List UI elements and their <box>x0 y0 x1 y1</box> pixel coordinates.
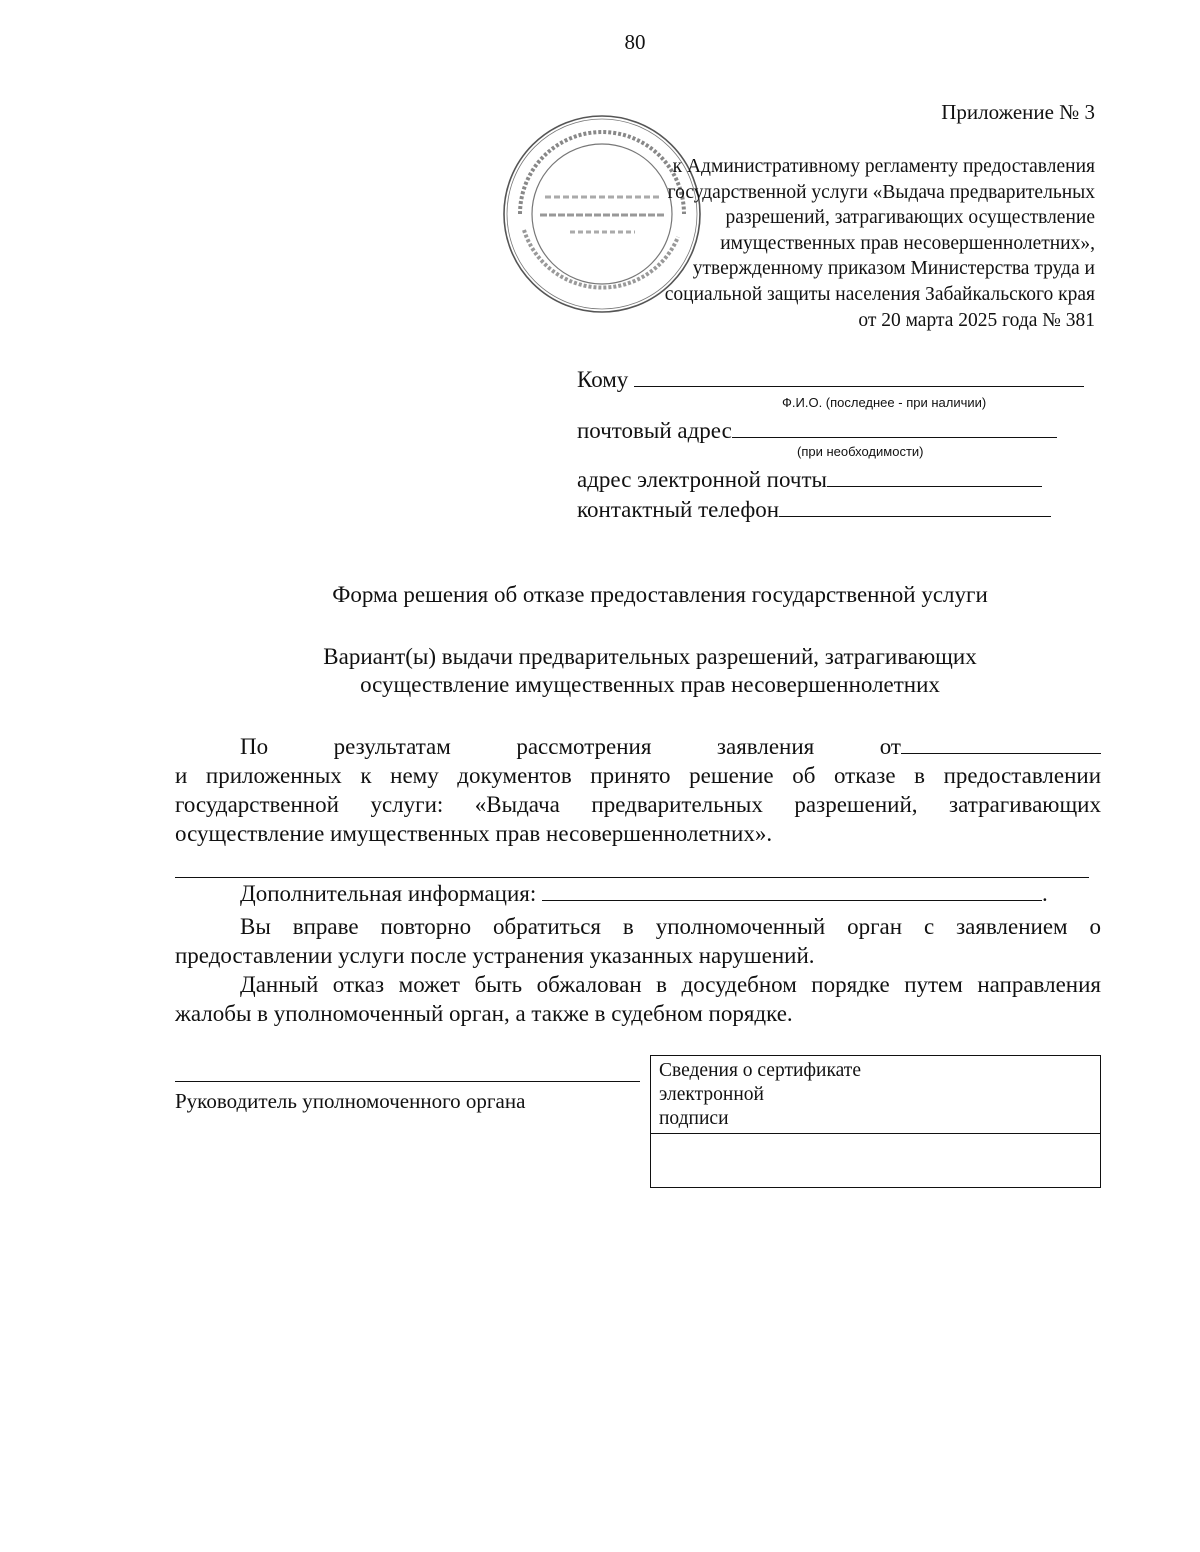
appendix-reference-line: имущественных прав несовершеннолетних», <box>720 232 1095 254</box>
appendix-reference-date: от 20 марта 2025 года № 381 <box>858 309 1095 331</box>
email-line <box>827 466 1042 487</box>
word-from: от <box>879 734 901 759</box>
certificate-box <box>650 1055 1101 1188</box>
variant-title <box>0 643 1200 699</box>
certificate-header <box>651 1056 1100 1134</box>
email-label: адрес электронной почты <box>577 467 827 492</box>
recipient-name-line <box>634 366 1084 387</box>
word-review: рассмотрения <box>516 734 652 759</box>
reason-line <box>175 877 1089 878</box>
appendix-title: Приложение № 3 <box>941 100 1095 124</box>
paragraph2: Вы вправе повторно обратиться в уполномоченный орган с заявлением о предоставлении услуги после устранения указанных нарушений. <box>175 914 1101 968</box>
application-date-field <box>880 732 1101 761</box>
appendix-reference-line: разрешений, затрагивающих осуществление <box>725 207 1095 229</box>
phone-row <box>577 496 1051 523</box>
form-title: Форма решения об отказе предоставления государственной услуги <box>332 582 988 607</box>
word-results: результатам <box>333 734 451 759</box>
word-po: По <box>240 734 269 759</box>
variant-title-line: осуществление имущественных прав несовершеннолетних <box>360 672 940 697</box>
paragraph1-first-line <box>240 732 1101 761</box>
email-row <box>577 466 1042 493</box>
paragraph3: Данный отказ может быть обжалован в досудебном порядке путем направления жалобы в уполномоченный орган, а также в судебном порядке. <box>175 972 1101 1026</box>
phone-line <box>779 496 1051 517</box>
certificate-text: электронной <box>659 1084 764 1105</box>
appendix-reference-line: социальной защиты населения Забайкальского края <box>664 283 1095 305</box>
recipient-to-row <box>577 366 1084 393</box>
certificate-text: подписи <box>659 1108 729 1129</box>
signature-label: Руководитель уполномоченного органа <box>175 1089 526 1113</box>
appendix-reference <box>555 154 1095 333</box>
postal-address-row <box>577 417 1057 444</box>
appendix-reference-line: государственной услуги «Выдача предварительных <box>667 181 1095 203</box>
recipient-to-label: Кому <box>577 367 629 392</box>
paragraph1-rest: и приложенных к нему документов принято решение об отказе в предоставлении государственной услуги: «Выдача предварительных разрешений, затрагивающих осуществление имущественных прав несовершеннолетних». <box>175 763 1101 846</box>
application-date-line <box>901 733 1101 754</box>
certificate-content-cell <box>651 1136 1100 1187</box>
postal-address-line <box>732 417 1057 438</box>
fio-hint: Ф.И.О. (последнее - при наличии) <box>782 395 987 410</box>
word-application: заявления <box>716 734 815 759</box>
variant-title-line: Вариант(ы) выдачи предварительных разрешений, затрагивающих <box>323 644 977 669</box>
certificate-text: Сведения о сертификате <box>659 1060 861 1081</box>
appendix-reference-line: утвержденному приказом Министерства труда и <box>692 258 1095 280</box>
postal-address-label: почтовый адрес <box>577 418 732 443</box>
phone-label: контактный телефон <box>577 497 780 522</box>
additional-info-line <box>542 880 1042 901</box>
signature-line <box>175 1081 640 1082</box>
postal-hint: (при необходимости) <box>797 444 924 459</box>
page-number: 80 <box>624 30 646 54</box>
additional-info-row <box>240 879 1048 908</box>
appendix-reference-line: к Административному регламенту предоставления <box>672 156 1095 177</box>
additional-info-end: . <box>1041 881 1048 906</box>
additional-info-label: Дополнительная информация: <box>240 881 537 906</box>
